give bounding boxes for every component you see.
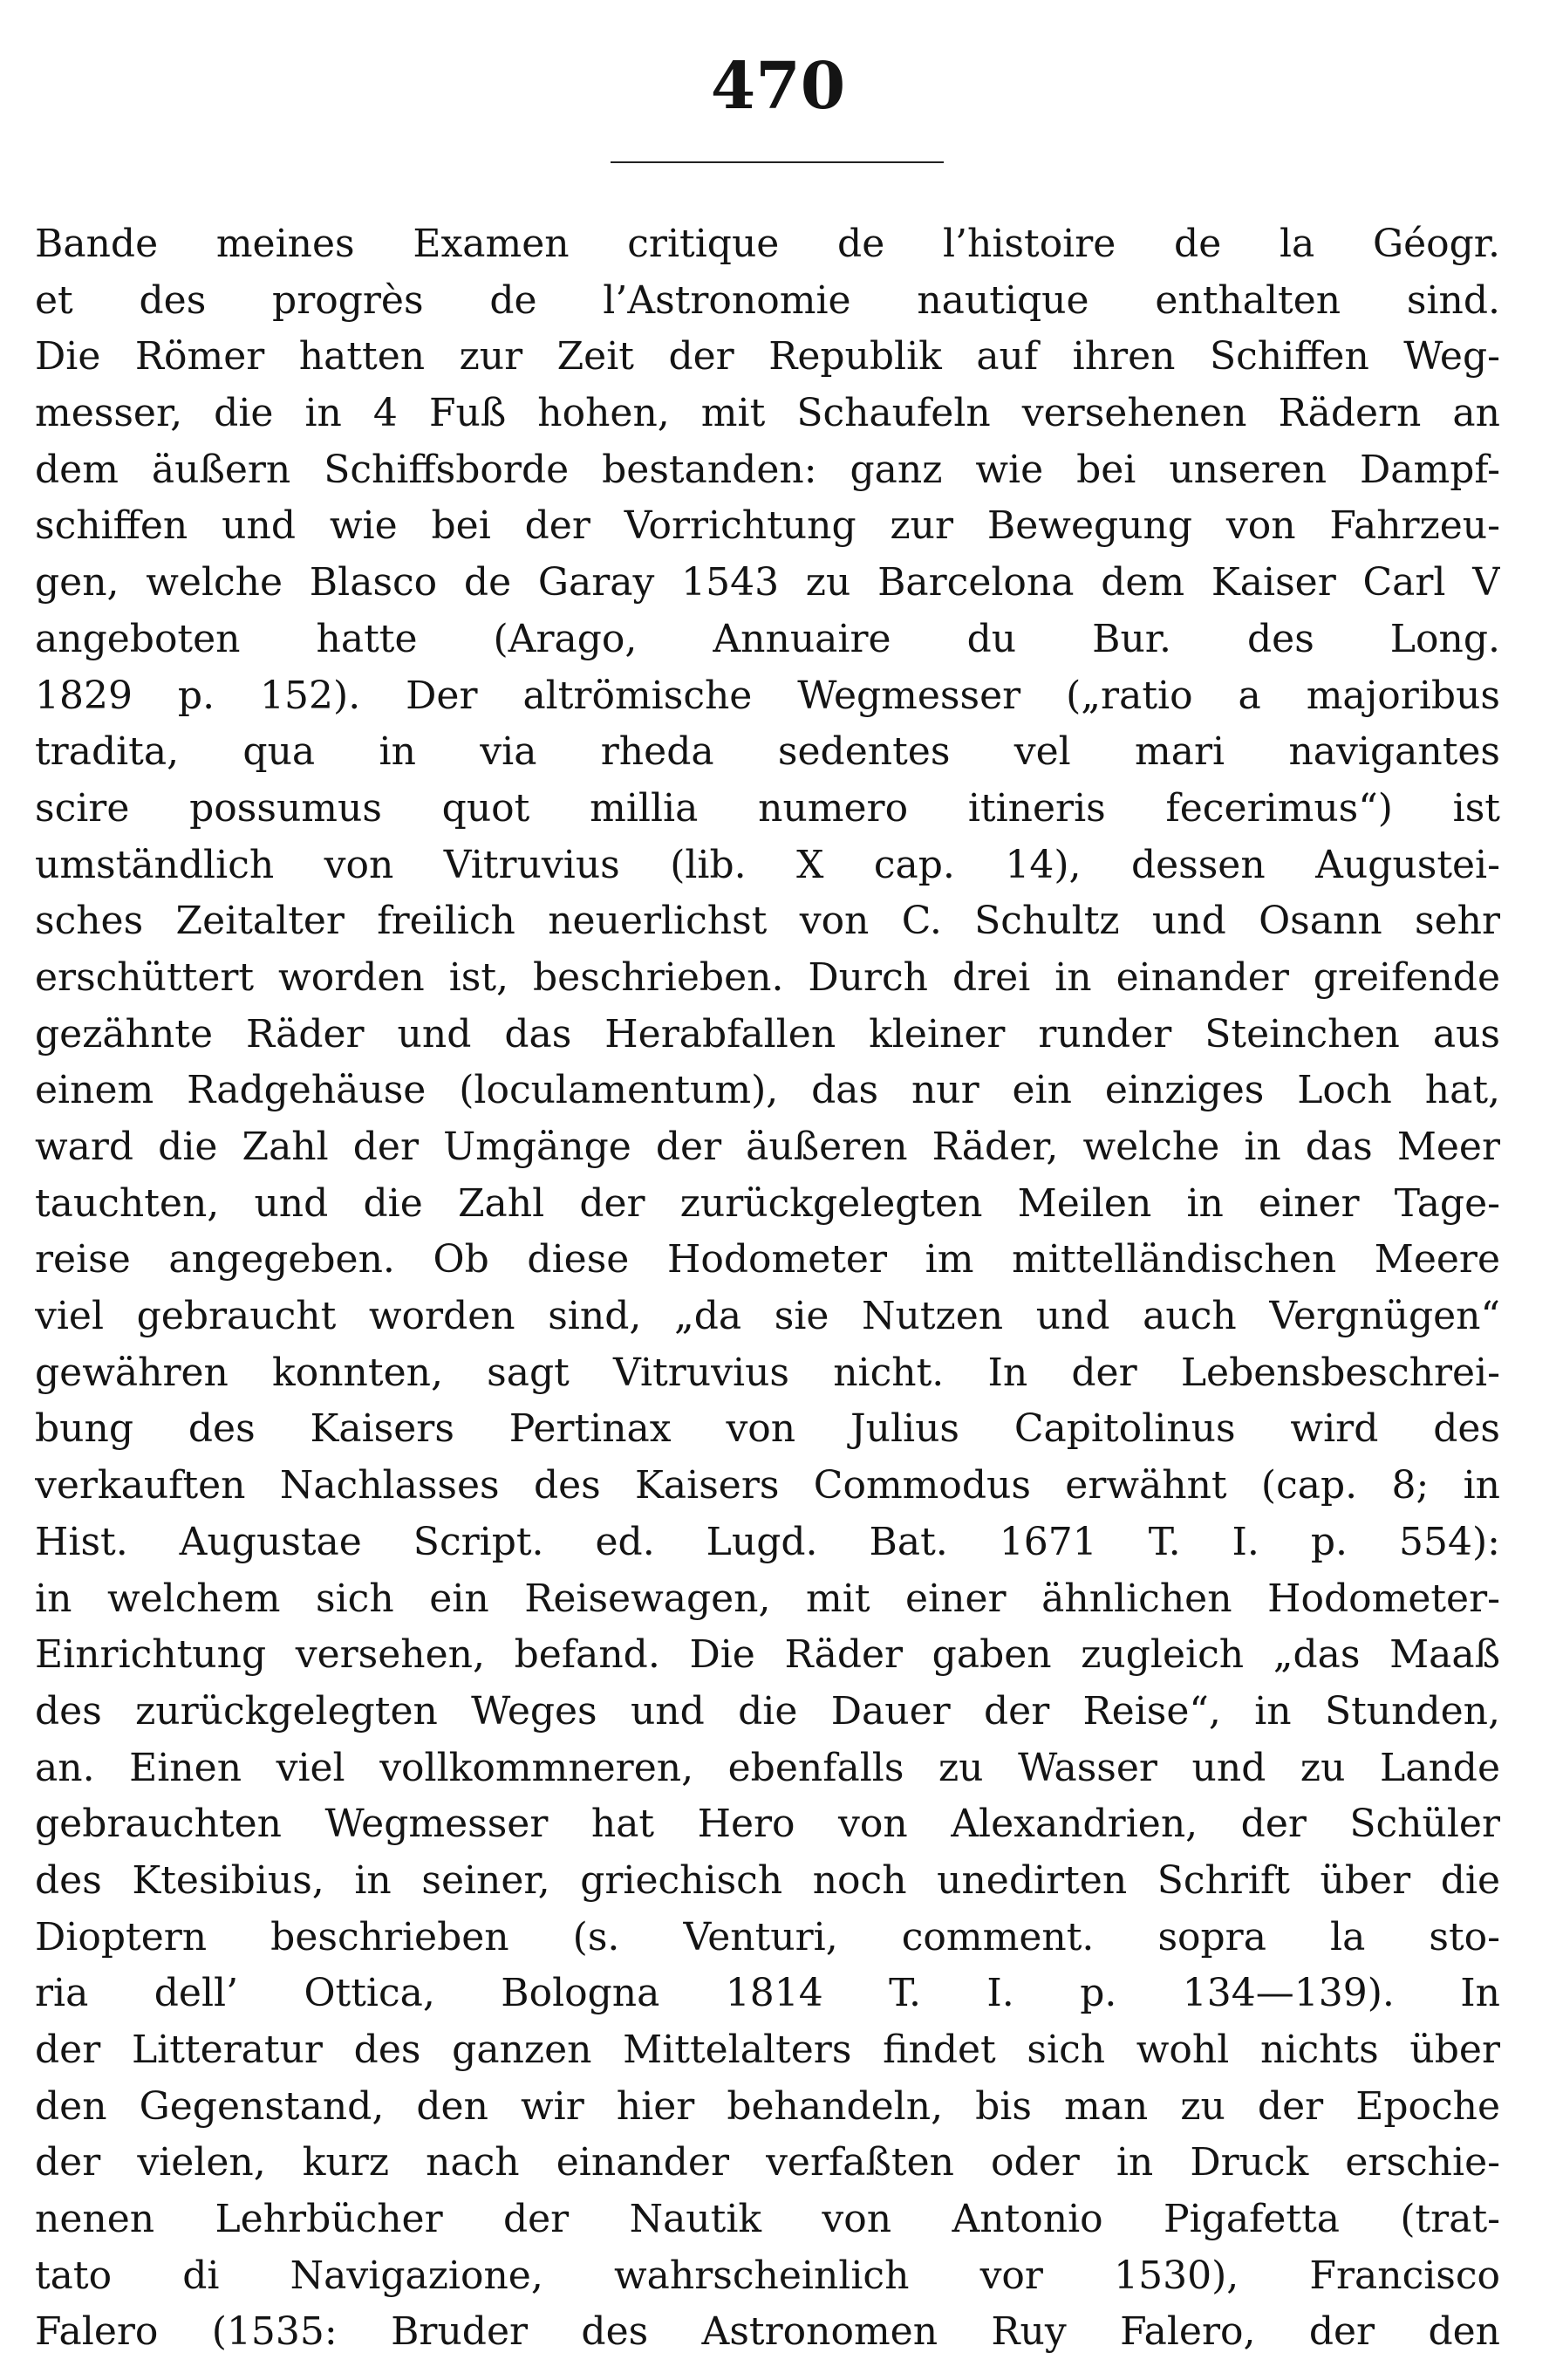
text-line: scire possumus quot millia numero itineris fecerimus“) ist bbox=[35, 785, 1500, 831]
text-line: Hist. Augustae Script. ed. Lugd. Bat. 1671 T. I. p. 554): bbox=[35, 1519, 1500, 1564]
text-line: der vielen, kurz nach einander verfaßten oder in Druck erschie- bbox=[35, 2140, 1500, 2185]
text-line: des zurückgelegten Weges und die Dauer der Reise“, in Stunden, bbox=[35, 1688, 1500, 1734]
body-text bbox=[35, 216, 1500, 2361]
text-line: Die Römer hatten zur Zeit der Republik auf ihren Schiffen Weg- bbox=[35, 334, 1500, 380]
text-line: viel gebraucht worden sind, „da sie Nutzen und auch Vergnügen“ bbox=[35, 1294, 1500, 1339]
text-line: Dioptern beschrieben (s. Venturi, comment. sopra la sto- bbox=[35, 1914, 1500, 1959]
text-line: verkauften Nachlasses des Kaisers Commodus erwähnt (cap. 8; in bbox=[35, 1463, 1500, 1508]
text-line: messer, die in 4 Fuß hohen, mit Schaufeln versehenen Rädern an bbox=[35, 391, 1500, 436]
text-line: tauchten, und die Zahl der zurückgelegten Meilen in einer Tage- bbox=[35, 1180, 1500, 1226]
text-line: in welchem sich ein Reisewagen, mit einer ähnlichen Hodometer- bbox=[35, 1576, 1500, 1621]
text-line: bung des Kaisers Pertinax von Julius Capitolinus wird des bbox=[35, 1406, 1500, 1452]
text-line: gezähnte Räder und das Herabfallen kleiner runder Steinchen aus bbox=[35, 1011, 1500, 1057]
text-line: sches Zeitalter freilich neuerlichst von C. Schultz und Osann sehr bbox=[35, 899, 1500, 944]
text-line: gen, welche Blasco de Garay 1543 zu Barcelona dem Kaiser Carl V bbox=[35, 560, 1500, 605]
text-line: gebrauchten Wegmesser hat Hero von Alexandrien, der Schüler bbox=[35, 1802, 1500, 1847]
text-line: reise angegeben. Ob diese Hodometer im mittelländischen Meere bbox=[35, 1237, 1500, 1282]
text-line: angeboten hatte (Arago, Annuaire du Bur. des Long. bbox=[35, 616, 1500, 661]
page-number: 470 bbox=[710, 49, 846, 124]
text-line: gewähren konnten, sagt Vitruvius nicht. In der Lebensbeschrei- bbox=[35, 1350, 1500, 1395]
text-line: einem Radgehäuse (loculamentum), das nur ein einziges Loch hat, bbox=[35, 1068, 1500, 1113]
text-line: erschüttert worden ist, beschrieben. Durch drei in einander greifende bbox=[35, 954, 1500, 1000]
header-rule bbox=[611, 161, 944, 163]
text-line: Einrichtung versehen, befand. Die Räder gaben zugleich „das Maaß bbox=[35, 1632, 1500, 1678]
text-line: der Litteratur des ganzen Mittelalters findet sich wohl nichts über bbox=[35, 2028, 1500, 2072]
text-line: tradita, qua in via rheda sedentes vel mari navigantes bbox=[35, 729, 1500, 775]
text-line: des Ktesibius, in seiner, griechisch noch unedirten Schrift über die bbox=[35, 1857, 1500, 1903]
text-line: dem äußern Schiffsborde bestanden: ganz wie bei unseren Dampf- bbox=[35, 447, 1500, 492]
text-line: den Gegenstand, den wir hier behandeln, bis man zu der Epoche bbox=[35, 2083, 1500, 2129]
text-line: ward die Zahl der Umgänge der äußeren Räder, welche in das Meer bbox=[35, 1125, 1500, 1169]
text-line: Bande meines Examen critique de l’histoire de la Géogr. bbox=[35, 222, 1500, 266]
text-line: schiffen und wie bei der Vorrichtung zur Bewegung von Fahrzeu- bbox=[35, 503, 1500, 549]
text-line: nenen Lehrbücher der Nautik von Antonio Pigafetta (trat- bbox=[35, 2197, 1500, 2242]
text-line: an. Einen viel vollkommneren, ebenfalls zu Wasser und zu Lande bbox=[35, 1745, 1500, 1790]
text-line: 1829 p. 152). Der altrömische Wegmesser („ratio a majoribus bbox=[35, 673, 1500, 718]
text-line: umständlich von Vitruvius (lib. X cap. 14), dessen Augustei- bbox=[35, 842, 1500, 887]
text-line: ria dell’ Ottica, Bologna 1814 T. I. p. 134—139). In bbox=[35, 1971, 1500, 2016]
text-line: Falero (1535: Bruder des Astronomen Ruy Falero, der den bbox=[35, 2309, 1500, 2355]
text-line: tato di Navigazione, wahrscheinlich vor 1530), Francisco bbox=[35, 2253, 1500, 2298]
text-line: et des progrès de l’Astronomie nautique enthalten sind. bbox=[35, 277, 1500, 323]
